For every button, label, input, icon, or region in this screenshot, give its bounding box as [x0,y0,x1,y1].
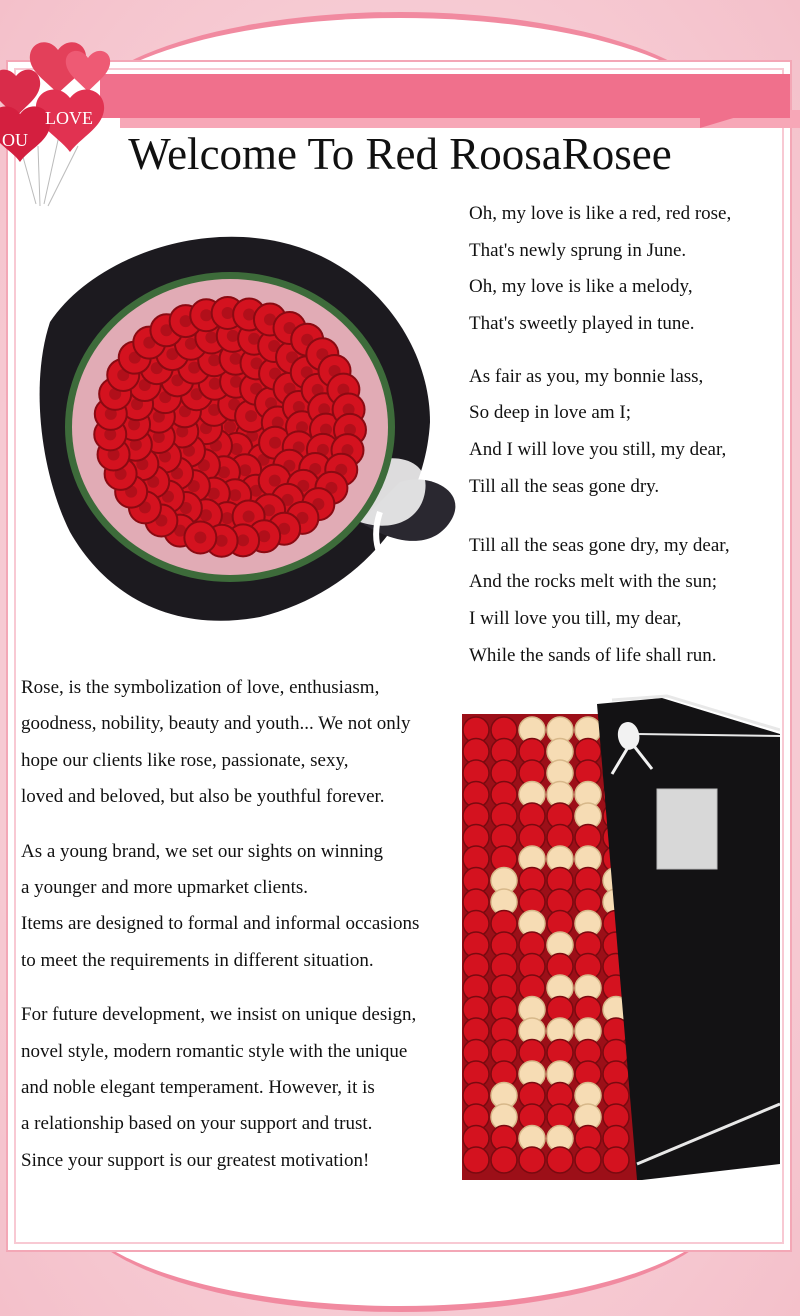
about-line: novel style, modern romantic style with the unique [21,1040,408,1062]
balloon-text-you: OU [2,130,28,150]
about-line: a younger and more upmarket clients. [21,876,309,898]
rose-bouquet-image [30,222,460,632]
poem-line: That's newly sprung in June. [469,239,687,261]
ribbon-tail [700,92,760,128]
about-line: goodness, nobility, beauty and youth... We not only [21,713,411,735]
about-line: As a young brand, we set our sights on winning [21,840,384,862]
about-line: and noble elegant temperament. However, it is [21,1076,375,1098]
poem-stanza-2 [469,359,794,506]
poem-line: So deep in love am I; [469,402,631,424]
about-line: hope our clients like rose, passionate, sexy, [21,749,349,771]
about-line: Rose, is the symbolization of love, enthusiasm, [21,677,380,698]
about-line: to meet the requirements in different situation. [21,949,374,971]
poem-line: As fair as you, my bonnie lass, [469,365,704,387]
about-line: Items are designed to formal and informal occasions [21,913,420,935]
poem-line: Oh, my love is like a red, red rose, [469,203,732,224]
about-line: For future development, we insist on unique design, [21,1004,417,1026]
brand-description [21,670,461,1197]
rose-gift-box-image [462,694,780,1180]
poem-line: While the sands of life shall run. [469,644,717,666]
poem-line: And I will love you still, my dear, [469,439,727,461]
about-line: Since your support is our greatest motivation! [21,1149,370,1171]
poem-line: I will love you till, my dear, [469,607,682,629]
poem-line: Till all the seas gone dry. [469,475,660,497]
balloon-text-love: LOVE [45,108,93,128]
page-title: Welcome To Red RoosaRosee [128,129,672,179]
about-paragraph-2 [21,834,461,980]
about-paragraph-1 [21,670,461,816]
header-ribbon [100,74,790,118]
about-line: loved and beloved, but also be youthful forever. [21,786,385,808]
heart-balloons [0,36,120,216]
about-paragraph-3 [21,997,461,1179]
about-line: a relationship based on your support and trust. [21,1113,373,1135]
poem-line: And the rocks melt with the sun; [469,571,718,593]
poem-text [469,196,794,690]
poem-line: Oh, my love is like a melody, [469,276,693,298]
poem-line: Till all the seas gone dry, my dear, [469,534,730,556]
poem-line: That's sweetly played in tune. [469,313,695,335]
poem-stanza-1 [469,196,794,343]
poem-stanza-3 [469,528,794,675]
